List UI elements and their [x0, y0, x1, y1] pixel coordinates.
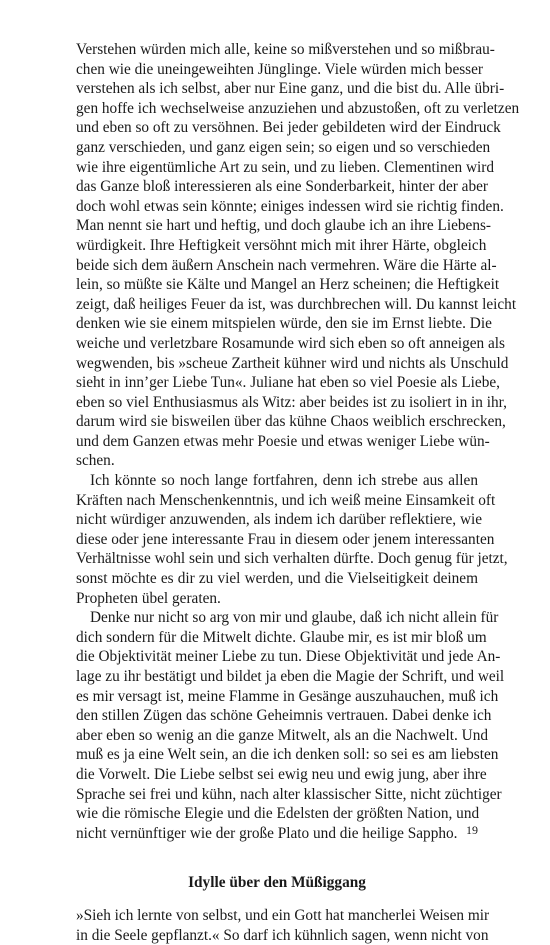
text-line: Verhältnisse wohl sein und sich verhalten dürfte. Doch genug für jetzt,: [76, 550, 508, 568]
text-line: eben so viel Enthusiasmus als Witz: aber beides ist zu isoliert in in ihr,: [76, 393, 507, 411]
text-line: schen.: [76, 452, 115, 470]
text-line: doch wohl etwas sein könnte; einiges indessen wird sie richtig finden.: [76, 197, 504, 215]
text-line: würdigkeit. Ihre Heftigkeit versöhnt mich mit ihrer Härte, obgleich: [76, 236, 487, 254]
text-line: es mir versagt ist, meine Flamme in Gesänge auszuhauchen, muß ich: [76, 687, 499, 705]
text-line: gen hoffe ich wechselweise anzuziehen und abzustoßen, oft zu verletzen: [76, 99, 520, 117]
text-line: ganz verschieden, und ganz eigen sein; so eigen und so verschieden: [76, 138, 491, 156]
text-line: Verstehen würden mich alle, keine so mißverstehen und so mißbrau-: [76, 41, 495, 58]
text-line: die Objektivität meiner Liebe zu tun. Diese Objektivität und jede An-: [76, 648, 501, 666]
text-line: diese oder jene interessante Frau in diesem oder jenem interessanten: [76, 530, 495, 548]
text-line: denken wie sie einem mitspielen würde, den sie im Ernst liebte. Die: [76, 315, 492, 333]
text-line: verstehen als ich selbst, aber nur Eine ganz, und die bist du. Alle übri-: [76, 80, 505, 98]
text-line: chen wie die uneingeweihten Jünglinge. Viele würden mich besser: [76, 60, 484, 78]
text-line: dich sondern für die Mitwelt dichte. Glaube mir, es ist mir bloß um: [76, 628, 487, 646]
text-line: lage zu ihr bestätigt und bildet ja eben die Magie der Schrift, und weil: [76, 668, 505, 685]
text-line: das Ganze bloß interessieren als eine Sonderbarkeit, hinter der aber: [76, 178, 489, 196]
text-line: nicht würdiger anzuwenden, als indem ich darüber reflektiere, wie: [76, 511, 483, 529]
text-line: zeigt, daß heiliges Feuer da ist, was durchbrechen will. Du kannst leicht: [76, 295, 517, 313]
text-line: in die Seele gepflanzt.« So darf ich kühnlich sagen, wenn nicht von: [76, 926, 489, 944]
section-heading: Idylle über den Müßiggang: [188, 874, 366, 892]
text-line: wegwenden, bis »scheue Zartheit kühner wird und nichts als Unschuld: [76, 354, 509, 372]
text-line: sonst möchte es dir zu viel werden, und die Vielseitigkeit deinem: [76, 570, 478, 588]
text-line: wie ihre eigentümliche Art zu sein, und zu lieben. Clementinen wird: [76, 158, 494, 176]
text-line: Sprache sei frei und kühn, nach alter klassischer Sitte, nicht züchtiger: [76, 785, 502, 803]
body-text: [76, 40, 520, 843]
text-line: und eben so oft zu versöhnen. Bei jeder gebildeten wird der Eindruck: [76, 119, 501, 137]
text-line: und dem Ganzen etwas mehr Poesie und etwas weniger Liebe wün-: [76, 432, 490, 450]
text-line: Denke nur nicht so arg von mir und glaube, daß ich nicht allein für: [90, 609, 499, 627]
text-line: sieht in inn’ger Liebe Tun«. Juliane hat eben so viel Poesie als Liebe,: [76, 374, 500, 392]
text-line: muß es ja eine Welt sein, an die ich denken soll: so sei es am liebsten: [76, 746, 499, 764]
text-line: lein, so müßte sie Kälte und Mangel an Herz scheinen; die Heftigkeit: [76, 276, 500, 294]
text-line: aber eben so wenig an die ganze Mitwelt, als an die Nachwelt. Und: [76, 726, 489, 744]
text-line: weiche und verletzbare Rosamunde wird sich eben so oft anneigen als: [76, 334, 506, 352]
text-line: die Vorwelt. Die Liebe selbst sei ewig neu und ewig jung, aber ihre: [76, 765, 487, 783]
text-line: nicht vernünftiger wie der große Plato und die heilige Sappho.: [76, 824, 458, 842]
paragraph: [76, 906, 490, 945]
text-line: darum wird sie bisweilen über das kühne Chaos weiblich erschrecken,: [76, 413, 506, 431]
paragraph: [76, 608, 505, 843]
text-line: beide sich dem äußern Anschein nach vermehren. Wäre die Härte al-: [76, 256, 497, 274]
text-line: Man nennt sie hart und heftig, und doch glaube ich an ihre Liebens-: [76, 217, 492, 235]
text-line: Ich könnte so noch lange fortfahren, denn ich strebe aus allen: [90, 472, 478, 490]
paragraph: [76, 471, 508, 608]
text-line: Propheten übel geraten.: [76, 589, 221, 607]
text-line: Kräften nach Menschenkenntnis, und ich weiß meine Einsamkeit oft: [76, 491, 496, 509]
text-line: den stillen Zügen das schöne Geheimnis vertrauen. Dabei denke ich: [76, 707, 492, 725]
book-page: [76, 40, 520, 945]
text-line: wie die römische Elegie und die Edelsten der größten Nation, und: [76, 805, 480, 823]
section-text: [76, 906, 490, 945]
text-line: »Sieh ich lernte von selbst, und ein Gott hat mancherlei Weisen mir: [76, 906, 490, 924]
page-number: 19: [466, 823, 478, 837]
paragraph: [76, 40, 520, 471]
